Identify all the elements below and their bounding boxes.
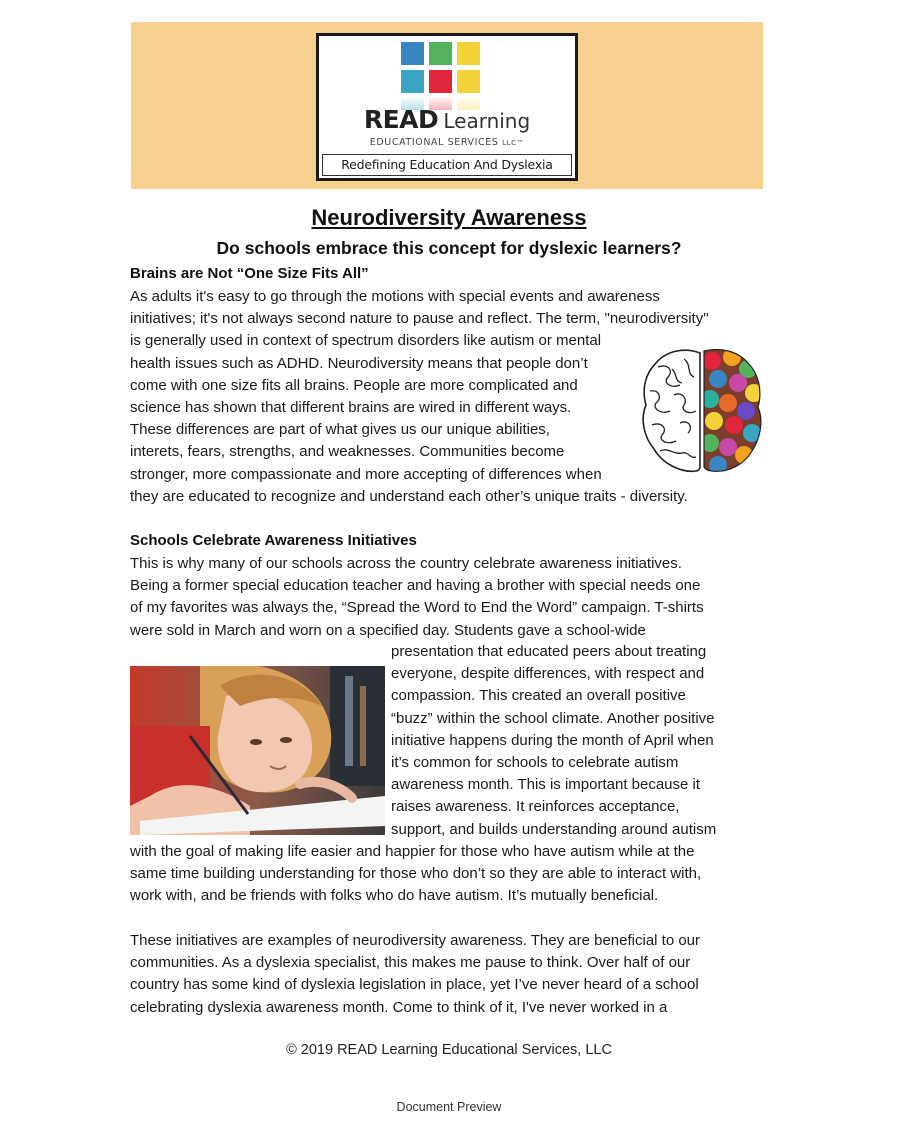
text-line: work with, and be friends with folks who do have autism. It’s mutually beneficial.: [130, 887, 659, 905]
section-schools-text-wrap: [391, 641, 716, 841]
child-writing-photo: [130, 666, 385, 835]
text-line: with the goal of making life easier and happier for those who have autism while at the: [130, 843, 695, 860]
text-line: initiatives; it's not always second nature to pause and reflect. The term, "neurodiversity": [130, 310, 709, 328]
text-line: “buzz” within the school climate. Another positive: [391, 709, 715, 727]
page-title: Neurodiversity Awareness: [311, 205, 587, 230]
text-line: presentation that educated peers about treating: [391, 643, 707, 660]
logo-big-text: READ: [363, 105, 439, 134]
text-line: These initiatives are examples of neurodiversity awareness. They are beneficial to our: [130, 932, 701, 949]
text-line: everyone, despite differences, with respect and: [391, 665, 705, 683]
right-hemisphere: [698, 345, 764, 477]
text-line: were sold in March and worn on a specified day. Students gave a school-wide: [130, 621, 646, 639]
text-line: same time building understanding for those who don’t so they are able to interact with,: [130, 865, 702, 883]
text-line: interets, fears, strengths, and weaknesses. Communities become: [130, 443, 565, 461]
section-schools-text-top: [130, 553, 704, 642]
text-line: is generally used in context of spectrum disorders like autism or mental: [130, 332, 602, 350]
logo-sub-text: EDUCATIONAL SERVICES: [369, 137, 499, 148]
header-banner: [131, 22, 763, 189]
text-line: compassion. This created an overall positive: [391, 687, 686, 705]
logo-tile: [457, 70, 480, 93]
text-line: These differences are part of what gives us our unique abilities,: [130, 421, 550, 439]
logo-tile: [401, 70, 424, 93]
text-line: celebrating dyslexia awareness month. Come to think of it, I've never worked in a: [130, 998, 668, 1016]
section-initiatives-text: [130, 930, 700, 1019]
logo-tile: [401, 42, 424, 65]
section-brains-text: [130, 286, 709, 508]
text-line: come with one size fits all brains. People are more complicated and: [130, 376, 578, 394]
document-preview-label: Document Preview: [396, 1100, 502, 1114]
logo-wordmark: [319, 105, 575, 134]
copyright-footer: © 2019 READ Learning Educational Services, LLC: [286, 1042, 612, 1058]
text-line: support, and builds understanding around autism: [391, 820, 717, 838]
logo-tile: [457, 42, 480, 65]
text-line: it’s common for schools to celebrate autism: [391, 754, 679, 772]
brain-illustration: [638, 345, 764, 477]
page-subtitle: Do schools embrace this concept for dyslexic learners?: [216, 238, 682, 258]
logo-llc-text: LLC™: [502, 139, 525, 147]
section-schools-text-bottom: [130, 841, 701, 908]
company-logo: [316, 33, 578, 181]
text-line: stronger, more compassionate and more accepting of differences when: [130, 465, 602, 483]
logo-tile: [429, 42, 452, 65]
text-line: awareness month. This is important because it: [391, 776, 701, 794]
text-line: they are educated to recognize and understand each other’s unique traits - diversity.: [130, 487, 688, 505]
section-heading-schools: Schools Celebrate Awareness Initiatives: [130, 532, 417, 549]
logo-tile: [429, 70, 452, 93]
text-line: As adults it's easy to go through the motions with special events and awareness: [130, 288, 660, 305]
text-line: science has shown that different brains are wired in different ways.: [130, 399, 572, 417]
text-line: communities. As a dyslexia specialist, this makes me pause to think. Over half of our: [130, 954, 691, 972]
logo-subtitle: [319, 137, 575, 148]
text-line: Being a former special education teacher and having a brother with special needs one: [130, 577, 701, 595]
text-line: raises awareness. It reinforces acceptance,: [391, 798, 680, 816]
text-line: This is why many of our schools across the country celebrate awareness initiatives.: [130, 555, 682, 572]
text-line: health issues such as ADHD. Neurodiversity means that people don’t: [130, 354, 588, 372]
logo-small-text: Learning: [443, 109, 531, 133]
section-heading-brains: Brains are Not “One Size Fits All”: [130, 265, 369, 282]
left-hemisphere: [643, 350, 700, 471]
logo-tagline: Redefining Education And Dyslexia: [322, 154, 572, 176]
text-line: of my favorites was always the, “Spread the Word to End the Word” campaign. T-shirts: [130, 599, 704, 617]
text-line: initiative happens during the month of April when: [391, 731, 714, 749]
text-line: country has some kind of dyslexia legislation in place, yet I’ve never heard of a school: [130, 976, 699, 994]
